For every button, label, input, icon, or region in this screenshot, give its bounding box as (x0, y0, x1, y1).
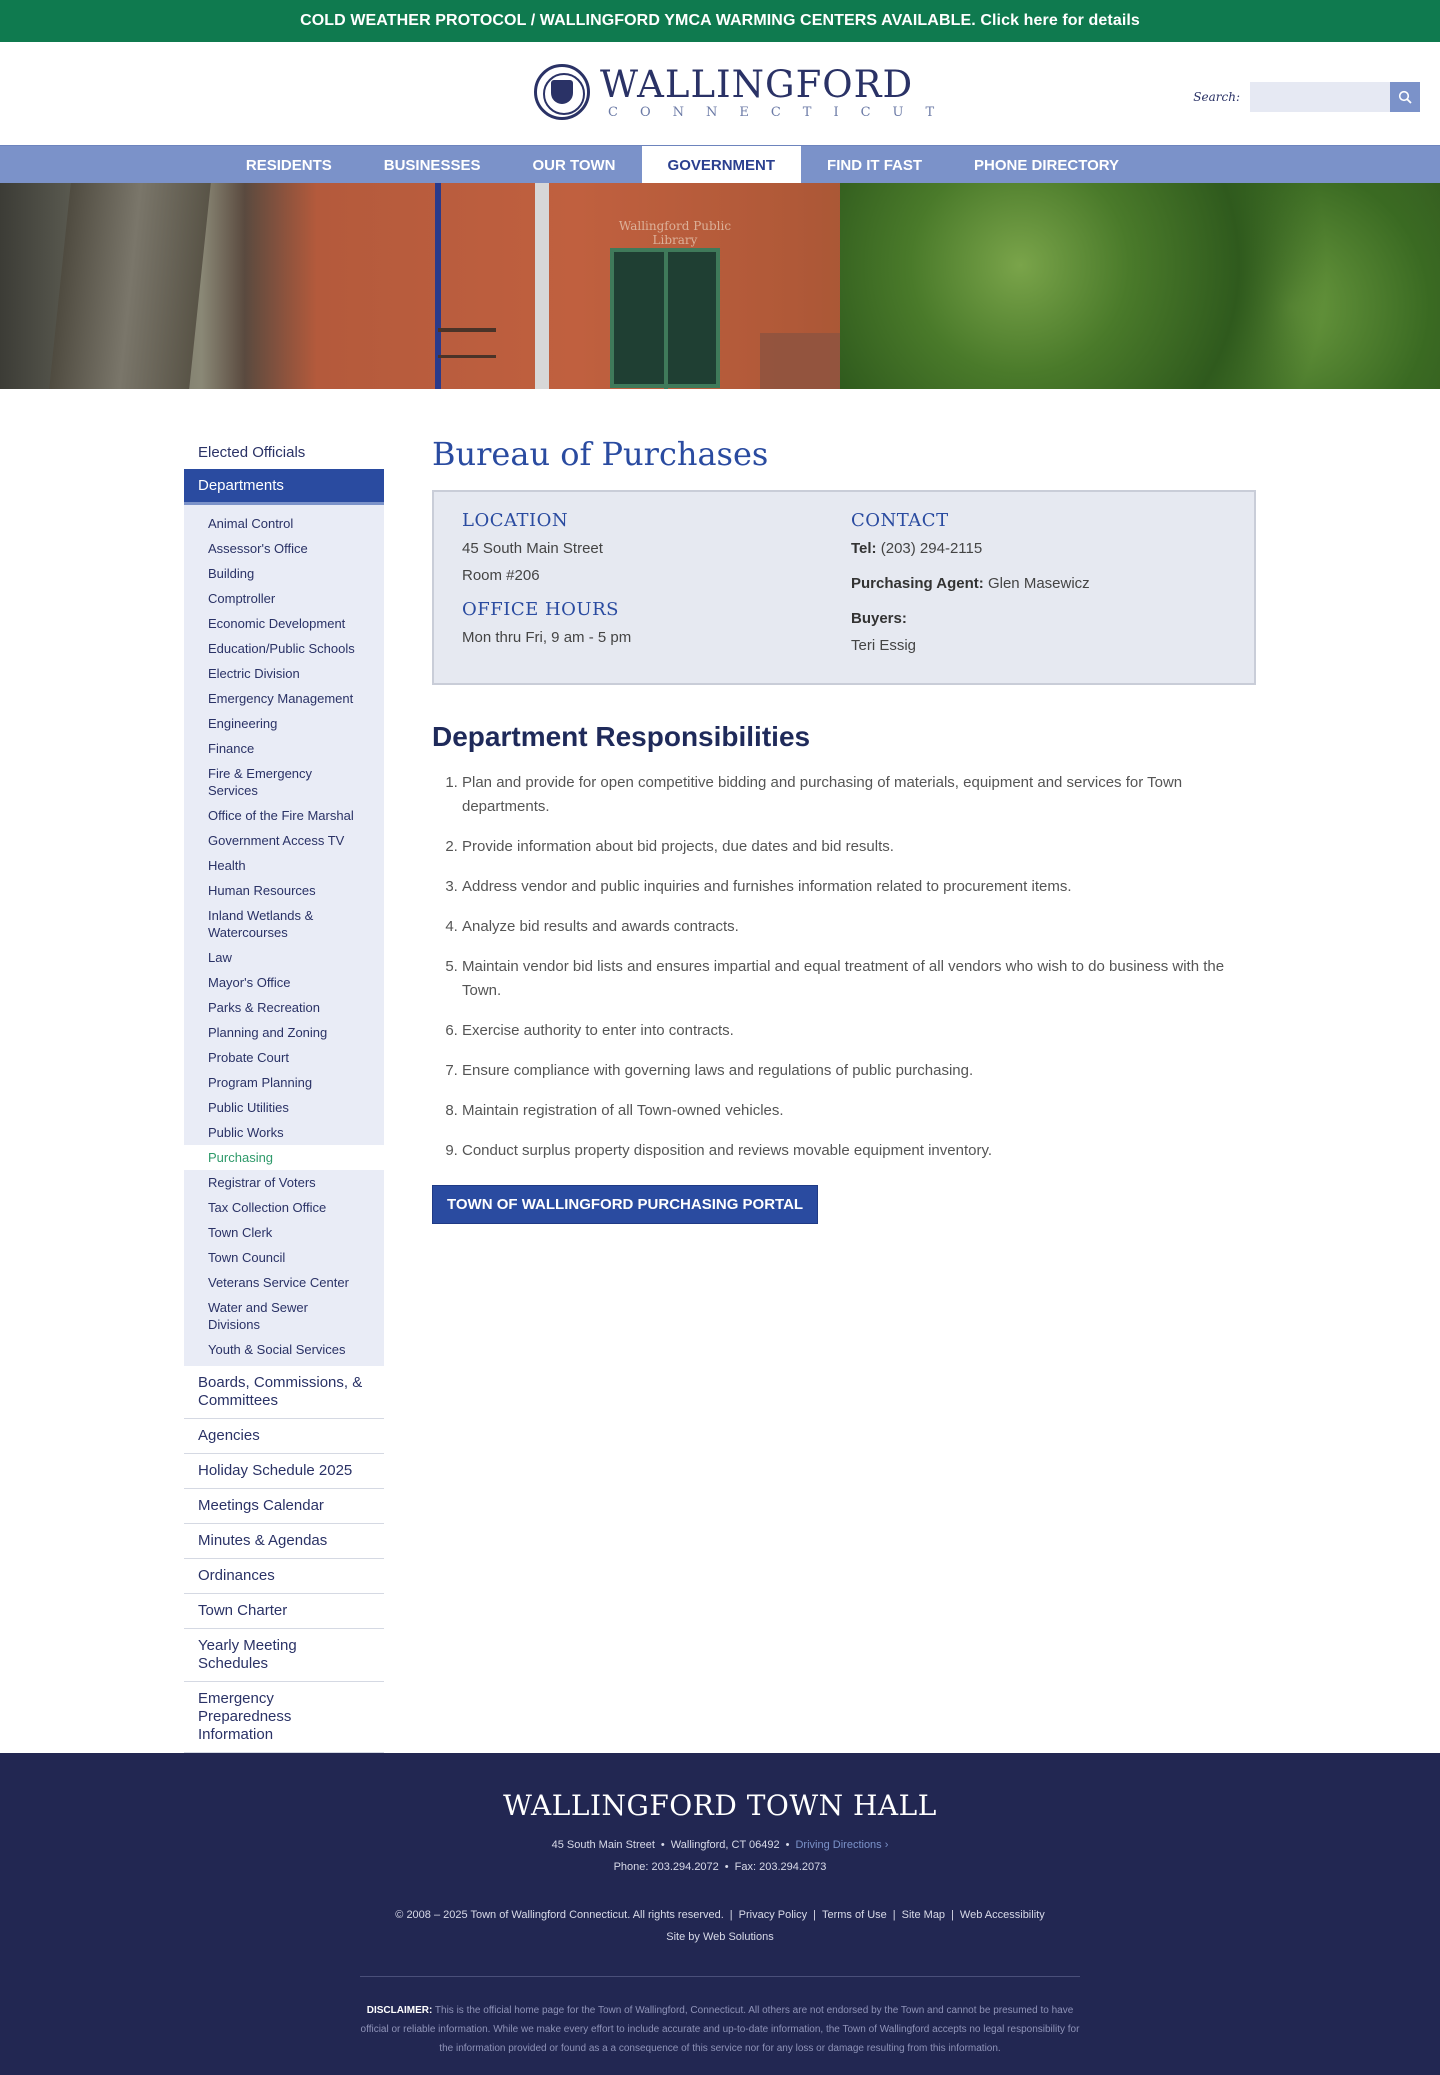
sidebar-subitem[interactable]: Mayor's Office (208, 975, 291, 990)
logo-subtitle: CONNECTICUT (608, 104, 957, 120)
responsibility-item: 4. Analyze bid results and awards contracts. (462, 915, 1256, 939)
sidebar-subitem[interactable]: Animal Control (208, 516, 294, 531)
sidebar-item[interactable]: Ordinances (184, 1559, 384, 1594)
search-label: Search: (1193, 90, 1240, 104)
nav-phone-directory[interactable]: PHONE DIRECTORY (974, 156, 1120, 174)
alert-bar[interactable] (0, 0, 1440, 42)
departments-submenu (184, 505, 384, 1366)
sidebar (184, 434, 384, 1753)
disclaimer-text: This is the official home page for the Town of Wallingford, Connecticut. All others are not endorsed by the Town and cannot be presumed to have official or reliable information. While we make every effort to include accurate and up-to-date information, the Town of Wallingford accepts no legal responsibility for the information provided or found as a a consequence of this service nor for any loss or damage resulting from this information. (360, 2005, 1080, 2054)
town-seal-icon (534, 64, 590, 120)
nav-businesses[interactable]: BUSINESSES (383, 156, 481, 174)
site-header (0, 42, 1440, 145)
responsibility-item: 6. Exercise authority to enter into contracts. (462, 1019, 1256, 1043)
privacy-policy-link[interactable]: Privacy Policy (738, 1909, 808, 1921)
footer-divider (360, 1976, 1080, 1977)
sidebar-subitem[interactable]: Fire & Emergency Services (208, 766, 313, 798)
search-input[interactable] (1250, 82, 1390, 112)
buyers-label: Buyers: (851, 610, 907, 627)
search-icon (1398, 90, 1412, 104)
sidebar-item[interactable]: Boards, Commissions, & Committees (184, 1366, 384, 1419)
responsibility-item: 5. Maintain vendor bid lists and ensures impartial and equal treatment of all vendors who wish to do business with the Town. (462, 955, 1256, 1003)
sidebar-item[interactable]: Town Charter (184, 1594, 384, 1629)
sidebar-subitem[interactable]: Town Council (208, 1250, 286, 1265)
sidebar-subitem[interactable]: Finance (208, 741, 255, 756)
sidebar-subitem[interactable]: Education/Public Schools (208, 641, 355, 656)
nav-our-town[interactable]: OUR TOWN (532, 156, 616, 174)
agent-label: Purchasing Agent: (851, 575, 984, 592)
sidebar-subitem[interactable]: Program Planning (208, 1075, 313, 1090)
sidebar-subitem[interactable]: Economic Development (208, 616, 346, 631)
site-map-link[interactable]: Site Map (901, 1909, 946, 1921)
sidebar-subitem[interactable]: Building (208, 566, 255, 581)
responsibility-item: 8. Maintain registration of all Town-owned vehicles. (462, 1099, 1256, 1123)
main-content (432, 434, 1256, 1753)
sidebar-subitem[interactable]: Registrar of Voters (208, 1175, 316, 1190)
sidebar-subitem[interactable]: Public Works (208, 1125, 284, 1140)
footer-copyright: © 2008 – 2025 Town of Wallingford Connecticut. All rights reserved. (395, 1909, 724, 1921)
location-street: 45 South Main Street (462, 540, 603, 557)
responsibility-item: 1. Plan and provide for open competitive bidding and purchasing of materials, equipment and services for Town departments. (462, 771, 1256, 819)
sidebar-item[interactable]: Agencies (184, 1419, 384, 1454)
footer-street: 45 South Main Street (551, 1839, 655, 1851)
sidebar-subitem[interactable]: Health (208, 858, 246, 873)
footer-fax: Fax: 203.294.2073 (734, 1861, 827, 1873)
disclaimer-label: DISCLAIMER: (366, 2005, 433, 2016)
contact-tel (851, 535, 1226, 562)
contact-agent (851, 570, 1226, 597)
sidebar-subitem[interactable]: Public Utilities (208, 1100, 289, 1115)
responsibility-item: 9. Conduct surplus property disposition and reviews movable equipment inventory. (462, 1139, 1256, 1163)
sidebar-subitem[interactable]: Human Resources (208, 883, 316, 898)
footer-title: WALLINGFORD TOWN HALL (503, 1789, 937, 1822)
sidebar-item[interactable]: Emergency Preparedness Information (184, 1682, 384, 1753)
agent-name: Glen Masewicz (987, 575, 1090, 592)
sidebar-item-departments[interactable]: Departments (184, 469, 384, 505)
hours-heading: OFFICE HOURS (462, 599, 619, 620)
sidebar-subitem[interactable]: Electric Division (208, 666, 300, 681)
sidebar-subitem[interactable]: Comptroller (208, 591, 276, 606)
sidebar-subitem[interactable]: Office of the Fire Marshal (208, 808, 354, 823)
buyer-name: Teri Essig (851, 637, 917, 654)
terms-of-use-link[interactable]: Terms of Use (821, 1909, 887, 1921)
sidebar-subitem[interactable]: Purchasing (184, 1145, 384, 1170)
sidebar-item[interactable]: Yearly Meeting Schedules (184, 1629, 384, 1682)
hero-tree (49, 183, 211, 389)
tel-label: Tel: (851, 540, 877, 557)
main-nav (0, 145, 1440, 183)
location-room: Room #206 (462, 567, 540, 584)
site-footer (0, 1753, 1440, 2075)
hero-door (610, 248, 720, 388)
sidebar-subitem[interactable]: Engineering (208, 716, 278, 731)
site-logo[interactable] (534, 64, 956, 120)
sidebar-item[interactable]: Minutes & Agendas (184, 1524, 384, 1559)
driving-directions-link[interactable]: Driving Directions › (795, 1839, 889, 1851)
tel-value[interactable]: (203) 294-2115 (880, 540, 983, 557)
sidebar-item-elected-officials[interactable]: Elected Officials (198, 444, 306, 461)
hero-sign: Wallingford Public Library (618, 219, 732, 247)
purchasing-portal-button[interactable]: TOWN OF WALLINGFORD PURCHASING PORTAL (432, 1185, 818, 1224)
sidebar-subitem[interactable]: Emergency Management (208, 691, 354, 706)
footer-disclaimer (360, 2001, 1080, 2058)
sidebar-subitem[interactable]: Planning and Zoning (208, 1025, 328, 1040)
sidebar-item[interactable]: Meetings Calendar (184, 1489, 384, 1524)
hero-image (0, 183, 1440, 389)
search-button[interactable] (1390, 82, 1420, 112)
web-accessibility-link[interactable]: Web Accessibility (959, 1909, 1045, 1921)
contact-heading: CONTACT (851, 510, 949, 531)
sidebar-subitem[interactable]: Veterans Service Center (208, 1275, 349, 1290)
site-by[interactable]: Site by Web Solutions (666, 1931, 774, 1943)
info-box (432, 490, 1256, 685)
nav-government[interactable]: GOVERNMENT (642, 146, 802, 184)
main-area (0, 389, 1440, 1753)
sidebar-subitem[interactable]: Probate Court (208, 1050, 289, 1065)
sidebar-subitem[interactable]: Inland Wetlands & Watercourses (208, 908, 314, 940)
search-form (1193, 82, 1420, 112)
responsibility-item: 3. Address vendor and public inquiries and furnishes information related to procurement items. (462, 875, 1256, 899)
alert-text[interactable]: COLD WEATHER PROTOCOL / WALLINGFORD YMCA WARMING CENTERS AVAILABLE. Click here for details (300, 12, 1140, 29)
sidebar-subitem[interactable]: Parks & Recreation (208, 1000, 320, 1015)
hero-rail (435, 183, 441, 389)
sidebar-subitem[interactable]: Law (208, 950, 232, 965)
nav-residents[interactable]: RESIDENTS (245, 156, 332, 174)
hero-bench (438, 328, 496, 358)
responsibilities-list (432, 771, 1256, 1163)
sidebar-subitem[interactable]: Town Clerk (208, 1225, 273, 1240)
footer-links-line: © 2008 – 2025 Town of Wallingford Connecticut. All rights reserved. | Privacy Policy | Terms of Use | Site Map | Web Accessibility (395, 1909, 1045, 1921)
hero-pole (535, 183, 549, 389)
sidebar-subitem[interactable]: Tax Collection Office (208, 1200, 327, 1215)
responsibilities-title: Department Responsibilities (432, 721, 811, 752)
footer-city: Wallingford, CT 06492 (670, 1839, 780, 1851)
responsibility-item: 7. Ensure compliance with governing laws and regulations of public purchasing. (462, 1059, 1256, 1083)
responsibility-item: 2. Provide information about bid projects, due dates and bid results. (462, 835, 1256, 859)
sidebar-subitem[interactable]: Government Access TV (208, 833, 345, 848)
location-heading: LOCATION (462, 510, 569, 531)
sidebar-subitem[interactable]: Water and Sewer Divisions (208, 1300, 308, 1332)
footer-address: 45 South Main Street • Wallingford, CT 06492 • Driving Directions › (551, 1839, 889, 1851)
sidebar-bottom-list (184, 1366, 384, 1753)
page-title: Bureau of Purchases (432, 435, 769, 473)
sidebar-subitem[interactable]: Assessor's Office (208, 541, 308, 556)
footer-phone[interactable]: Phone: 203.294.2072 (613, 1861, 719, 1873)
sidebar-item[interactable]: Holiday Schedule 2025 (184, 1454, 384, 1489)
office-hours: Mon thru Fri, 9 am - 5 pm (462, 629, 632, 646)
hero-foliage (840, 183, 1440, 389)
logo-title: WALLINGFORD (600, 62, 914, 106)
sidebar-subitem[interactable]: Youth & Social Services (208, 1342, 346, 1357)
nav-find-it-fast[interactable]: FIND IT FAST (827, 156, 923, 174)
footer-phone-line: Phone: 203.294.2072 • Fax: 203.294.2073 (613, 1861, 827, 1873)
